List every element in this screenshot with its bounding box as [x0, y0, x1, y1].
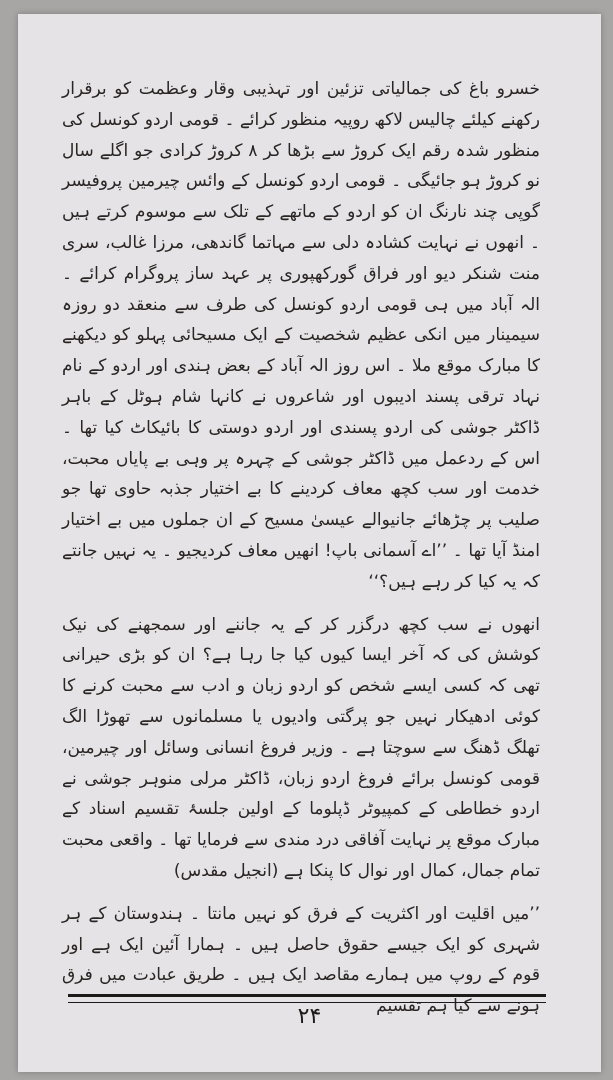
page-number: ۲۴: [297, 1004, 322, 1029]
book-page: [18, 14, 601, 1072]
footer-rule-thick: [68, 994, 546, 997]
paragraph-3-quote: ’’میں اقلیت اور اکثریت کے فرق کو نہیں مانتا ۔ ہندوستان کے ہر شہری کو ایک جیسے حقوق حاصل ہیں ۔ ہمارا آئین ایک ہے اور قوم کے روپ میں ہمارے مقاصد ایک ہیں ۔ طریق عبادت میں فرق ہونے سے کیا ہم تقسیم: [62, 903, 540, 1017]
paragraph-2: انھوں نے سب کچھ درگزر کر کے یہ جاننے اور سمجھنے کی نیک کوشش کی کہ آخر ایسا کیوں کیا جا رہا ہے؟ ان کو بڑی حیرانی تھی کہ کسی ایسے شخص کو اردو زبان و ادب سے محبت کرنے کا کوئی ادھیکار نہیں جو پرگتی وادیوں یا مسلمانوں سے تھوڑا الگ تھلگ ڈھنگ سے سوچتا ہے ۔ وزیر فروغ انسانی وسائل اور چیرمین، قومی کونسل برائے فروغ اردو زبان، ڈاکٹر مرلی منوہر جوشی نے اردو خطاطی کے کمپیوٹر ڈپلوما کے اولین جلسۂ تقسیم اسناد کے مبارک موقع پر نہایت آفاقی درد مندی سے فرمایا تھا ۔ واقعی محبت تمام جمال، کمال اور نوال کا پنکا ہے (انجیل مقدس): [62, 614, 540, 881]
paragraph-1: خسرو باغ کی جمالیاتی تزئین اور تہذیبی وقار وعظمت کو برقرار رکھنے کیلئے چالیس لاکھ روپیہ منظور کرائے ۔ قومی اردو کونسل کی منظور شدہ رقم ایک کروڑ سے بڑھا کر ۸ کروڑ کرادی جو اگلے سال نو کروڑ ہو جائیگی ۔ قومی اردو کونسل کے وائس چیرمین پروفیسر گوپی چند نارنگ ان کو اردو کے ماتھے کے تلک سے موسوم کرتے ہیں ۔ انھوں نے نہایت کشادہ دلی سے مہاتما گاندھی، مرزا غالب، سری منت شنکر دیو اور فراق گورکھپوری پر عہد ساز پروگرام کرائے ۔ الہ آباد میں ہی قومی اردو کونسل کی طرف سے منعقد دو روزہ سیمینار میں انکی عظیم شخصیت کے ایک مسیحائی پہلو کو دیکھنے کا مبارک موقع ملا ۔ اس روز الہ آباد کے بعض ہندی اور اردو کے نام نہاد ترقی پسند ادیبوں اور شاعروں نے کانہا شام ہوٹل کے باہر ڈاکٹر جوشی کی اردو پسندی اور اردو دوستی کا بائیکاٹ کیا تھا ۔ اس کے ردعمل میں ڈاکٹر جوشی کے چہرہ پر وہی بے پایاں محبت، خدمت اور سب کچھ معاف کردینے کا بے اختیار جذبہ حاوی تھا جو صلیب پر چڑھائے جانیوالے عیسیٰ مسیح کے ان جملوں میں بے اختیار امنڈ آیا تھا ۔ ’’اے آسمانی باپ! انھیں معاف کردیجیو ۔ یہ نہیں جانتے کہ یہ کیا کر رہے ہیں؟‘‘: [62, 79, 540, 592]
page-body-text: [62, 74, 540, 1022]
footer-rule-thin: [68, 1002, 546, 1003]
